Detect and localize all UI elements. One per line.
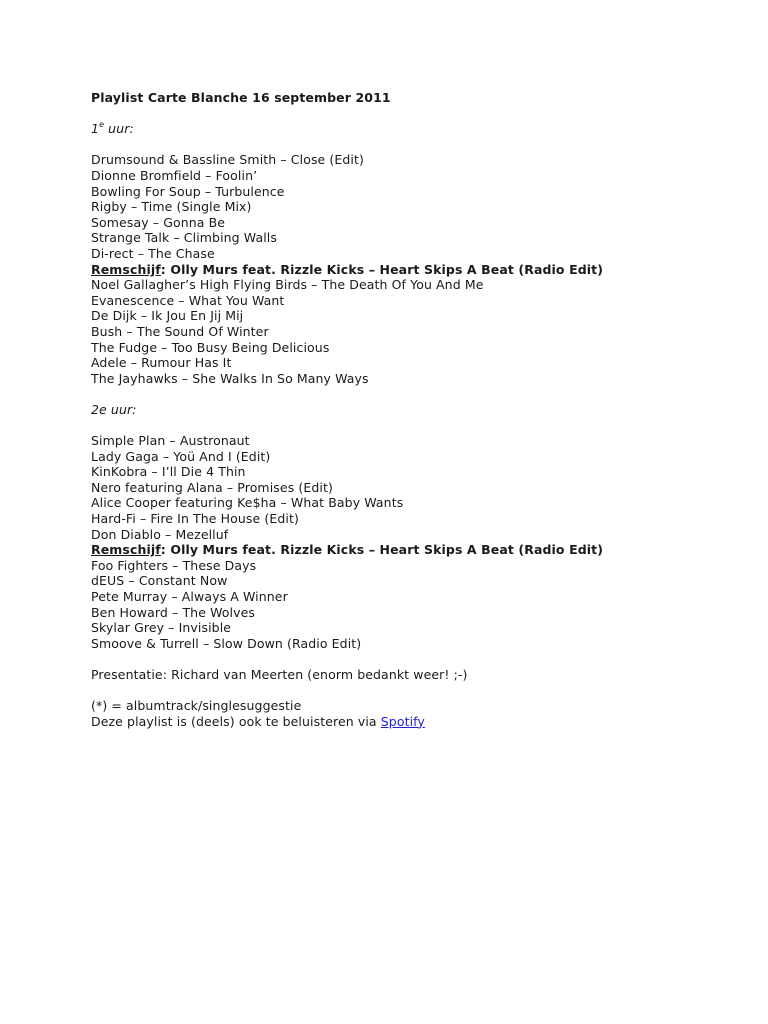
track-item: Dionne Bromfield – Foolin’ bbox=[91, 167, 258, 183]
track-item: Bush – The Sound Of Winter bbox=[91, 323, 269, 339]
spacer bbox=[91, 683, 731, 699]
spotify-link[interactable]: Spotify bbox=[380, 713, 425, 729]
track-item: Di-rect – The Chase bbox=[91, 245, 215, 261]
track-item: Adele – Rumour Has It bbox=[91, 355, 232, 371]
track-item: Hard-Fi – Fire In The House (Edit) bbox=[91, 511, 299, 527]
remschijf-text: : Olly Murs feat. Rizzle Kicks – Heart Skips A Beat (Radio Edit) bbox=[160, 261, 604, 277]
document-body bbox=[91, 90, 731, 729]
legend-note: (*) = albumtrack/singlesuggestie bbox=[91, 698, 302, 714]
track-item: Ben Howard – The Wolves bbox=[91, 604, 256, 620]
hour2-tracklist bbox=[91, 433, 731, 651]
track-item: Simple Plan – Austronaut bbox=[91, 433, 250, 449]
track-item: Noel Gallagher’s High Flying Birds – The Death Of You And Me bbox=[91, 277, 484, 293]
hour2-heading: 2e uur: bbox=[91, 401, 137, 417]
track-item: Nero featuring Alana – Promises (Edit) bbox=[91, 479, 333, 495]
track-item: Smoove & Turrell – Slow Down (Radio Edit) bbox=[91, 635, 362, 651]
track-item: Bowling For Soup – Turbulence bbox=[91, 183, 285, 199]
spacer bbox=[91, 651, 731, 667]
page-title: Playlist Carte Blanche 16 september 2011 bbox=[91, 90, 391, 105]
track-item: Drumsound & Bassline Smith – Close (Edit) bbox=[91, 152, 364, 168]
spacer bbox=[91, 106, 731, 122]
track-item: De Dijk – Ik Jou En Jij Mij bbox=[91, 308, 244, 324]
presenter-credit: Presentatie: Richard van Meerten (enorm bedankt weer! ;-) bbox=[91, 666, 468, 682]
track-item: KinKobra – I’ll Die 4 Thin bbox=[91, 464, 246, 480]
spotify-note bbox=[91, 714, 731, 730]
track-item: Alice Cooper featuring Ke$ha – What Baby Wants bbox=[91, 495, 404, 511]
track-item: Pete Murray – Always A Winner bbox=[91, 589, 288, 604]
hour1-tracklist bbox=[91, 152, 731, 386]
hour1-number: 1 bbox=[91, 121, 100, 137]
hour1-superscript: e bbox=[99, 120, 105, 130]
track-item: Evanescence – What You Want bbox=[91, 292, 285, 308]
spacer bbox=[91, 386, 731, 402]
track-item: Lady Gaga – Yoü And I (Edit) bbox=[91, 448, 271, 464]
hour1-heading bbox=[91, 121, 731, 137]
spacer bbox=[91, 137, 731, 153]
remschijf-item bbox=[91, 542, 731, 558]
remschijf-label: Remschijf bbox=[91, 261, 161, 277]
track-item: dEUS – Constant Now bbox=[91, 573, 228, 589]
remschijf-label: Remschijf bbox=[91, 542, 161, 558]
track-item: Don Diablo – Mezelluf bbox=[91, 526, 229, 542]
track-item: Rigby – Time (Single Mix) bbox=[91, 199, 252, 215]
hour1-label: uur: bbox=[104, 121, 134, 137]
track-item: Skylar Grey – Invisible bbox=[91, 620, 232, 636]
spacer bbox=[91, 417, 731, 433]
track-item: Somesay – Gonna Be bbox=[91, 214, 226, 230]
track-item: Strange Talk – Climbing Walls bbox=[91, 230, 277, 246]
track-item: Foo Fighters – These Days bbox=[91, 557, 257, 573]
remschijf-item bbox=[91, 262, 731, 278]
track-item: The Fudge – Too Busy Being Delicious bbox=[91, 339, 330, 355]
track-item: The Jayhawks – She Walks In So Many Ways bbox=[91, 370, 369, 386]
spotify-prefix: Deze playlist is (deels) ook te beluisteren via bbox=[91, 713, 381, 729]
remschijf-text: : Olly Murs feat. Rizzle Kicks – Heart Skips A Beat (Radio Edit) bbox=[160, 542, 604, 558]
